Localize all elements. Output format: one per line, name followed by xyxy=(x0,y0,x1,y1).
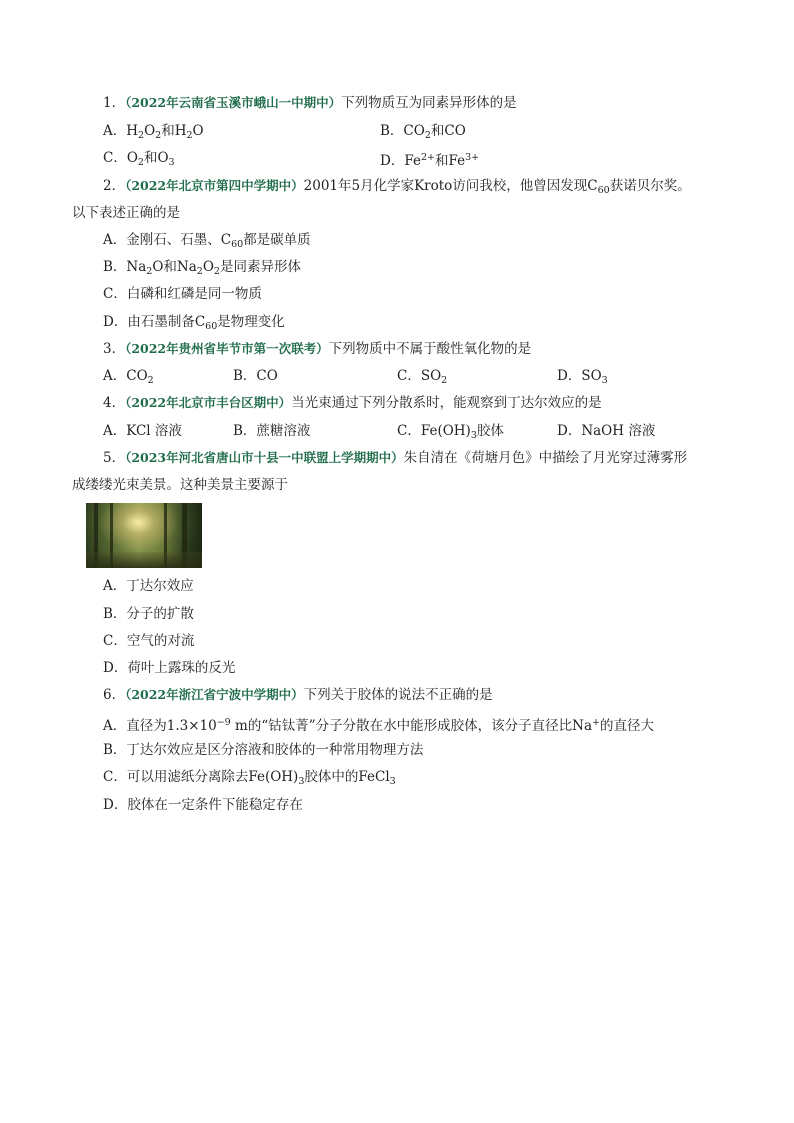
q1-option-a: A．$H_2O_2$和$H_2O$ xyxy=(103,123,204,141)
q4-option-d: D．NaOH 溶液 xyxy=(557,423,656,439)
q1-option-d: D．$Fe^{2+}$和$Fe^{3+}$ xyxy=(380,152,480,169)
q2-option-d: D．由石墨制备$C_{60}$是物理变化 xyxy=(103,314,285,332)
question-source: （2022年浙江省宁波中学期中） xyxy=(125,687,304,702)
q4-option-c: C．$Fe(OH)_3$胶体 xyxy=(397,423,504,441)
q3-option-d: D．$SO_3$ xyxy=(557,368,608,386)
question-4-stem: 4．（2022年北京市丰台区期中）当光束通过下列分散系时，能观察到丁达尔效应的是 xyxy=(103,395,602,411)
question-source: （2022年云南省玉溪市峨山一中期中） xyxy=(125,95,342,110)
q6-option-d: D．胶体在一定条件下能稳定存在 xyxy=(103,797,303,813)
q5-option-d: D．荷叶上露珠的反光 xyxy=(103,660,236,676)
q2-option-c: C．白磷和红磷是同一物质 xyxy=(103,286,262,302)
q2-option-b: B．$Na_2O$和$Na_2O_2$是同素异形体 xyxy=(103,259,301,277)
forest-light-beams-photo xyxy=(86,503,202,568)
q5-option-c: C．空气的对流 xyxy=(103,633,195,649)
question-number: 6． xyxy=(103,687,126,703)
q3-option-b: B．CO xyxy=(233,368,278,384)
question-number: 1． xyxy=(103,95,126,111)
q2-option-a: A．金刚石、石墨、$C_{60}$都是碳单质 xyxy=(103,232,311,250)
question-source: （2022年北京市丰台区期中） xyxy=(125,395,292,410)
question-source: （2023年河北省唐山市十县一中联盟上学期期中） xyxy=(125,450,404,465)
q5-option-a: A．丁达尔效应 xyxy=(103,578,194,594)
question-2-stem-cont: 以下表述正确的是 xyxy=(72,205,180,221)
q1-option-b: B．$CO_2$和CO xyxy=(380,123,466,141)
question-number: 3． xyxy=(103,341,126,357)
question-number: 4． xyxy=(103,395,126,411)
q6-option-c: C．可以用滤纸分离除去$Fe(OH)_3$胶体中的FeCl$_3$ xyxy=(103,769,396,787)
question-number: 5． xyxy=(103,450,126,466)
q6-option-b: B．丁达尔效应是区分溶液和胶体的一种常用物理方法 xyxy=(103,742,424,758)
question-6-stem: 6．（2022年浙江省宁波中学期中）下列关于胶体的说法不正确的是 xyxy=(103,687,493,703)
question-3-stem: 3．（2022年贵州省毕节市第一次联考）下列物质中不属于酸性氧化物的是 xyxy=(103,341,532,357)
question-5-stem-cont: 成缕缕光束美景。这种美景主要源于 xyxy=(72,477,288,493)
question-text: 下列物质互为同素异形体的是 xyxy=(341,95,517,111)
question-number: 2． xyxy=(103,178,126,194)
q3-option-a: A．$CO_2$ xyxy=(103,368,154,386)
question-source: （2022年北京市第四中学期中） xyxy=(125,178,304,193)
question-source: （2022年贵州省毕节市第一次联考） xyxy=(125,341,329,356)
q4-option-a: A．KCl 溶液 xyxy=(103,423,182,439)
q1-option-c: C．$O_2$和$O_3$ xyxy=(103,150,175,168)
q5-option-b: B．分子的扩散 xyxy=(103,606,194,622)
question-2-stem: 2．（2022年北京市第四中学期中）2001年5月化学家Kroto访问我校，他曾因发现$C_{60}$获诺贝尔奖。 xyxy=(103,178,691,196)
q6-option-a: A．直径为$1.3\times 10^{-9}$ m的“钴钛菁”分子分散在水中能形成胶体，该分子直径比Na+的直径大 xyxy=(103,717,654,734)
question-5-stem: 5．（2023年河北省唐山市十县一中联盟上学期期中）朱自清在《荷塘月色》中描绘了月光穿过薄雾形 xyxy=(103,450,688,466)
question-1-stem xyxy=(103,93,517,113)
q4-option-b: B．蔗糖溶液 xyxy=(233,423,311,439)
q3-option-c: C．$SO_2$ xyxy=(397,368,448,386)
